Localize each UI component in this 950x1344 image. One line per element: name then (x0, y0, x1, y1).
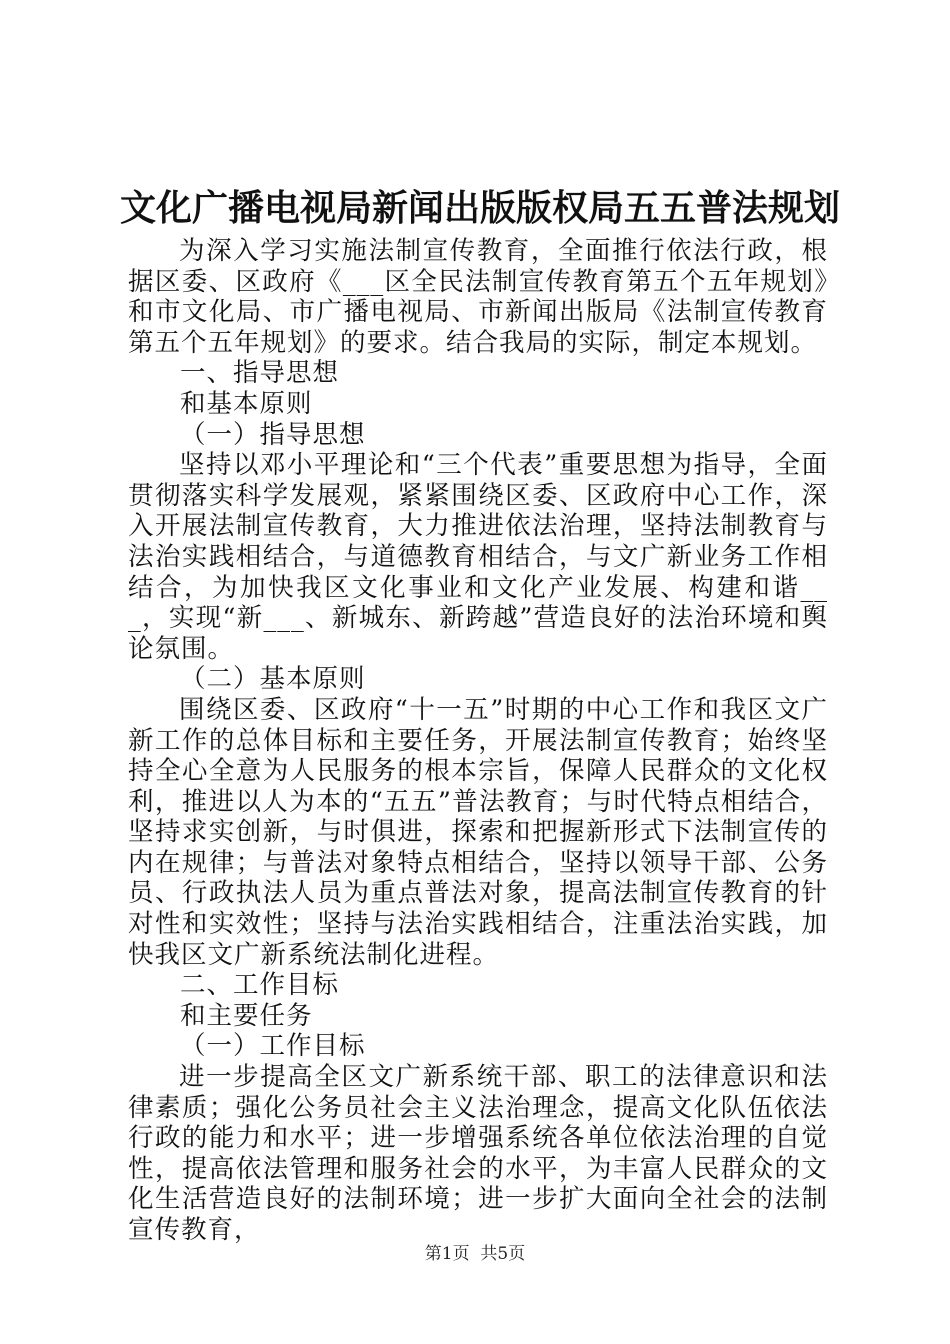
paragraph-basic-principles: 围绕区委、区政府“十一五”时期的中心工作和我区文广新工作的总体目标和主要任务，开展法制宣传教育；始终坚持全心全意为人民服务的根本宗旨，保障人民群众的文化权利，推进以人为本的“五五”普法教育；与时代特点相结合，坚持求实创新，与时俱进，探索和把握新形式下法制宣传的内在规律；与普法对象特点相结合，坚持以领导干部、公务员、行政执法人员为重点普法对象，提高法制宣传教育的针对性和实效性；坚持与法治实践相结合，注重法治实践，加快我区文广新系统法制化进程。 (128, 694, 828, 970)
footer-separator (470, 1244, 481, 1264)
paragraph-work-goals: 进一步提高全区文广新系统干部、职工的法律意识和法律素质；强化公务员社会主义法治理念，提高文化队伍依法行政的能力和水平；进一步增强系统各单位依法治理的自觉性，提高依法管理和服务社会的水平，为丰富人民群众的文化生活营造良好的法制环境；进一步扩大面向全社会的法制宣传教育， (128, 1062, 828, 1245)
page-total: 共5页 (480, 1244, 526, 1264)
document-title: 文化广播电视局新闻出版版权局五五普法规划 (120, 187, 841, 229)
subsection-heading-basic-principles: （二）基本原则 (180, 664, 366, 695)
section-heading-2-continued: 和主要任务 (180, 1000, 313, 1031)
page-number: 第1页 (424, 1244, 470, 1264)
subsection-heading-work-goals: （一）工作目标 (180, 1031, 366, 1062)
section-heading-2: 二、工作目标 (180, 970, 340, 1001)
paragraph-intro: 为深入学习实施法制宣传教育，全面推行依法行政，根据区委、区政府《___区全民法制宣传教育第五个五年规划》和市文化局、市广播电视局、市新闻出版局《法制宣传教育第五个五年规划》的要求。结合我局的实际，制定本规划。 (128, 236, 828, 358)
section-heading-1-continued: 和基本原则 (180, 388, 313, 419)
page-footer (0, 1243, 950, 1265)
document-body (128, 236, 828, 1246)
subsection-heading-guiding-ideology: （一）指导思想 (180, 419, 366, 450)
section-heading-1: 一、指导思想 (180, 358, 340, 389)
paragraph-guiding-ideology: 坚持以邓小平理论和“三个代表”重要思想为指导，全面贯彻落实科学发展观，紧紧围绕区委、区政府中心工作，深入开展法制宣传教育，大力推进依法治理，坚持法制教育与法治实践相结合，与道德教育相结合，与文广新业务工作相结合，为加快我区文化事业和文化产业发展、构建和谐___，实现“新___、新城东、新跨越”营造良好的法治环境和舆论氛围。 (128, 450, 828, 664)
